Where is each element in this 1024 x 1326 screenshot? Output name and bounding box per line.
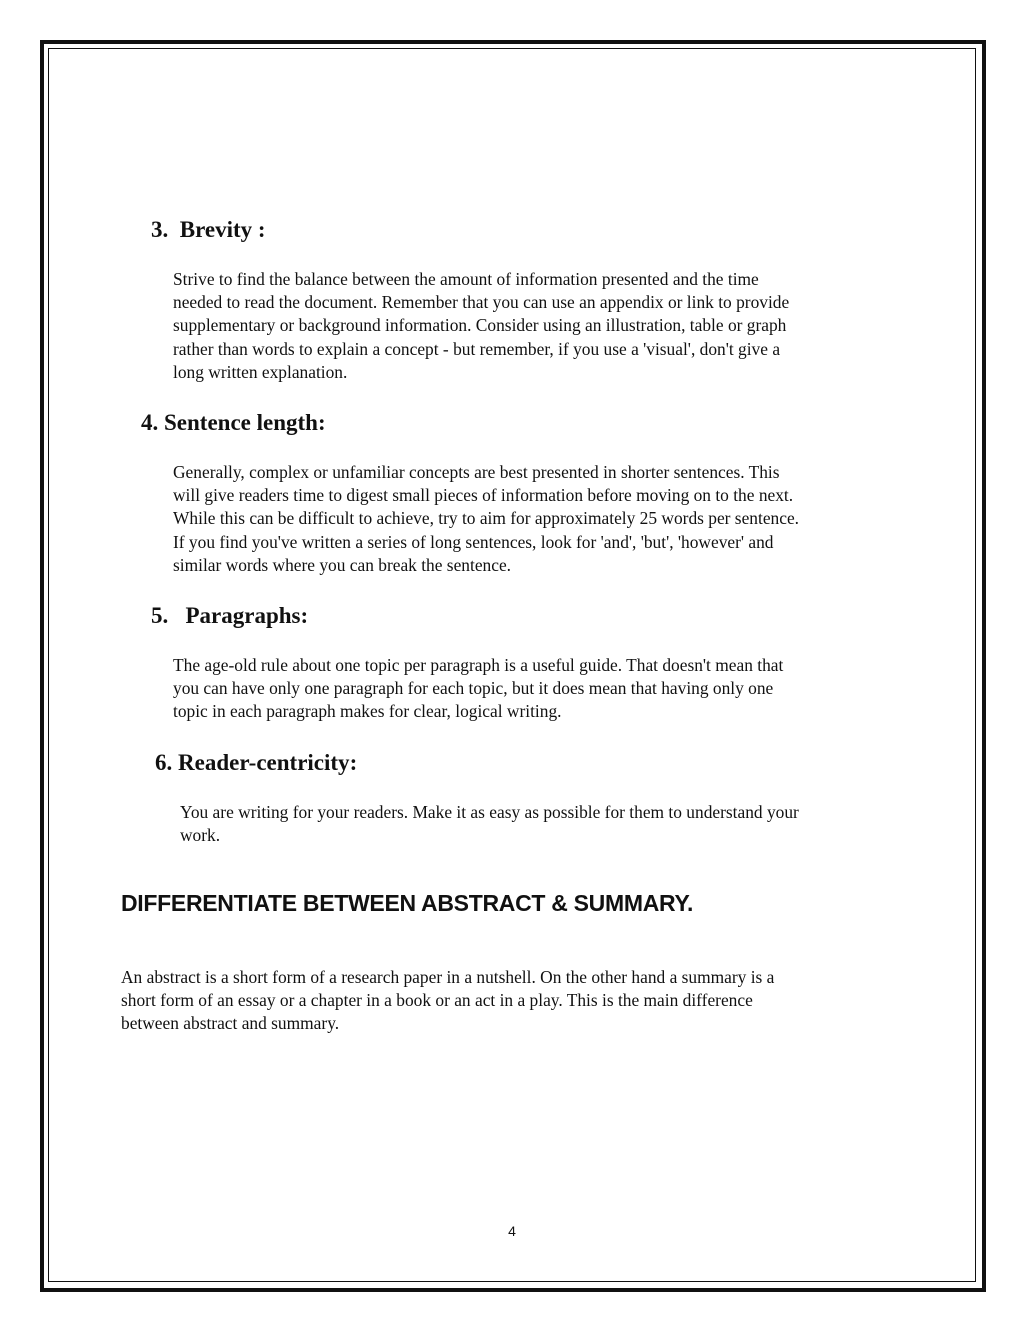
- section-number: 6: [155, 750, 167, 775]
- paragraph-line: between abstract and summary.: [121, 1013, 340, 1034]
- paragraph-line: If you find you've written a series of long sentences, look for 'and', 'but', 'however' and: [173, 531, 774, 552]
- section-number: 5.: [151, 603, 169, 628]
- paragraph-line: short form of an essay or a chapter in a book or an act in a play. This is the main difference: [121, 990, 753, 1011]
- section-number: 4: [141, 410, 153, 435]
- section-colon: :: [349, 750, 358, 775]
- section-sentence-length-heading: [141, 409, 326, 437]
- section-colon: :: [300, 603, 309, 628]
- paragraph-line: rather than words to explain a concept - but remember, if you use a 'visual', don't give a: [173, 338, 781, 359]
- paragraph-line: You are writing for your readers. Make it as easy as possible for them to understand your: [180, 802, 799, 822]
- section-colon: :: [317, 410, 326, 435]
- paragraph-line: The age-old rule about one topic per paragraph is a useful guide. That doesn't mean that: [173, 655, 784, 675]
- section-title: Brevity: [179, 217, 253, 242]
- section-paragraphs-paragraph: [173, 654, 783, 724]
- section-reader-centricity-heading: [155, 749, 357, 777]
- section-title: . Sentence length: [152, 410, 318, 435]
- paragraph-line: An abstract is a short form of a research paper in a nutshell. On the other hand a summary is a: [121, 967, 775, 987]
- paragraph-line: work.: [180, 825, 221, 846]
- section-reader-centricity-paragraph: [180, 801, 799, 847]
- paragraph-line: While this can be difficult to achieve, try to aim for approximately 25 words per sentence.: [173, 508, 800, 529]
- page-number: 4: [508, 1223, 516, 1239]
- section-sentence-length-paragraph: [173, 461, 799, 577]
- section-colon: :: [252, 217, 266, 242]
- paragraph-line: topic in each paragraph makes for clear, logical writing.: [173, 701, 562, 722]
- section-title: Paragraphs: [185, 603, 301, 628]
- paragraph-line: supplementary or background information. Consider using an illustration, table or graph: [173, 315, 787, 336]
- paragraph-line: will give readers time to digest small pieces of information before moving on to the next.: [173, 485, 794, 506]
- paragraph-line: long written explanation.: [173, 361, 348, 382]
- paragraph-line: needed to read the document. Remember that you can use an appendix or link to provide: [173, 292, 790, 313]
- paragraph-line: similar words where you can break the sentence.: [173, 554, 512, 575]
- paragraph-line: you can have only one paragraph for each topic, but it does mean that having only one: [173, 678, 774, 699]
- section-brevity-paragraph: [173, 268, 789, 384]
- differentiate-paragraph: [121, 966, 774, 1036]
- paragraph-line: Generally, complex or unfamiliar concepts are best presented in shorter sentences. This: [173, 462, 780, 482]
- section-brevity-heading: [151, 216, 266, 244]
- section-paragraphs-heading: [151, 602, 308, 630]
- differentiate-heading: DIFFERENTIATE BETWEEN ABSTRACT & SUMMARY.: [121, 890, 694, 916]
- section-number: 3.: [151, 217, 169, 242]
- section-title: . Reader-centricity: [166, 750, 350, 775]
- paragraph-line: Strive to find the balance between the amount of information presented and the time: [173, 269, 759, 289]
